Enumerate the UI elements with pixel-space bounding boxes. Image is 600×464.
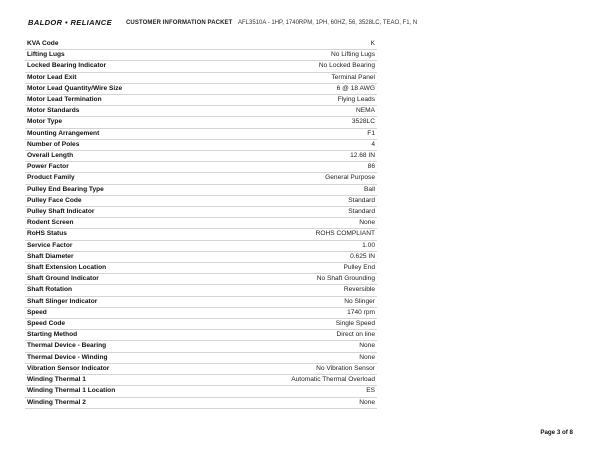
spec-label: Motor Standards [25, 106, 212, 117]
spec-value: General Purpose [212, 173, 377, 184]
spec-value: 1.00 [212, 240, 377, 251]
packet-title: CUSTOMER INFORMATION PACKET [126, 19, 233, 26]
spec-value: None [212, 218, 377, 229]
spec-value: No Locked Bearing [212, 61, 377, 72]
spec-label: Motor Lead Termination [25, 95, 212, 106]
spec-value: Pulley End [212, 263, 377, 274]
spec-row [25, 341, 377, 352]
spec-label: Winding Thermal 2 [25, 397, 212, 408]
spec-row [25, 117, 377, 128]
spec-label: Product Family [25, 173, 212, 184]
spec-row [25, 319, 377, 330]
spec-label: Motor Lead Quantity/Wire Size [25, 83, 212, 94]
spec-row [25, 330, 377, 341]
spec-row [25, 240, 377, 251]
spec-label: Speed Code [25, 319, 212, 330]
spec-row [25, 363, 377, 374]
spec-row [25, 173, 377, 184]
spec-value: 86 [212, 162, 377, 173]
spec-row [25, 263, 377, 274]
spec-label: Thermal Device - Winding [25, 352, 212, 363]
spec-value: ROHS COMPLIANT [212, 229, 377, 240]
spec-row [25, 184, 377, 195]
spec-value: K [212, 39, 377, 50]
spec-label: Rodent Screen [25, 218, 212, 229]
spec-value: 0.625 IN [212, 251, 377, 262]
spec-value: Ball [212, 184, 377, 195]
document-header [28, 18, 417, 27]
spec-label: Service Factor [25, 240, 212, 251]
spec-value: Flying Leads [212, 95, 377, 106]
spec-label: Shaft Extension Location [25, 263, 212, 274]
spec-row [25, 352, 377, 363]
spec-label: Winding Thermal 1 Location [25, 386, 212, 397]
spec-label: RoHS Status [25, 229, 212, 240]
page-number: Page 3 of 8 [540, 429, 573, 436]
spec-row [25, 72, 377, 83]
spec-value: None [212, 352, 377, 363]
spec-row [25, 207, 377, 218]
spec-value: No Vibration Sensor [212, 363, 377, 374]
spec-row [25, 151, 377, 162]
spec-label: Shaft Diameter [25, 251, 212, 262]
spec-label: Lifting Lugs [25, 50, 212, 61]
spec-label: KVA Code [25, 39, 212, 50]
spec-label: Locked Bearing Indicator [25, 61, 212, 72]
spec-value: Standard [212, 195, 377, 206]
spec-label: Starting Method [25, 330, 212, 341]
spec-label: Vibration Sensor Indicator [25, 363, 212, 374]
spec-value: Standard [212, 207, 377, 218]
spec-label: Speed [25, 307, 212, 318]
spec-label: Pulley End Bearing Type [25, 184, 212, 195]
spec-label: Motor Type [25, 117, 212, 128]
spec-value: 12.68 IN [212, 151, 377, 162]
spec-label: Shaft Ground Indicator [25, 274, 212, 285]
spec-value: Automatic Thermal Overload [212, 375, 377, 386]
spec-value: No Shaft Grounding [212, 274, 377, 285]
spec-row [25, 274, 377, 285]
spec-value: 6 @ 18 AWG [212, 83, 377, 94]
spec-label: Thermal Device - Bearing [25, 341, 212, 352]
spec-value: None [212, 397, 377, 408]
spec-label: Pulley Shaft Indicator [25, 207, 212, 218]
spec-value: NEMA [212, 106, 377, 117]
spec-row [25, 386, 377, 397]
spec-label: Pulley Face Code [25, 195, 212, 206]
spec-row [25, 139, 377, 150]
specification-table-body [25, 39, 377, 408]
spec-row [25, 296, 377, 307]
spec-value: Direct on line [212, 330, 377, 341]
spec-row [25, 39, 377, 50]
spec-row [25, 397, 377, 408]
spec-label: Shaft Slinger Indicator [25, 296, 212, 307]
spec-value: Reversible [212, 285, 377, 296]
spec-value: 4 [212, 139, 377, 150]
spec-row [25, 61, 377, 72]
model-description: AFL3510A - 1HP, 1740RPM, 1PH, 60HZ, 56, 3528LC, TEAO, F1, N [238, 19, 418, 26]
brand-logo: BALDOR • RELIANCE [28, 18, 113, 27]
spec-row [25, 307, 377, 318]
spec-row [25, 375, 377, 386]
spec-row [25, 229, 377, 240]
spec-label: Motor Lead Exit [25, 72, 212, 83]
spec-label: Mounting Arrangement [25, 128, 212, 139]
spec-value: ES [212, 386, 377, 397]
spec-row [25, 195, 377, 206]
spec-value: No Slinger [212, 296, 377, 307]
spec-row [25, 162, 377, 173]
spec-row [25, 128, 377, 139]
spec-value: No Lifting Lugs [212, 50, 377, 61]
spec-row [25, 285, 377, 296]
spec-value: Terminal Panel [212, 72, 377, 83]
spec-row [25, 251, 377, 262]
spec-label: Winding Thermal 1 [25, 375, 212, 386]
spec-value: None [212, 341, 377, 352]
spec-row [25, 83, 377, 94]
spec-row [25, 95, 377, 106]
spec-value: 1740 rpm [212, 307, 377, 318]
spec-label: Shaft Rotation [25, 285, 212, 296]
spec-value: Single Speed [212, 319, 377, 330]
spec-row [25, 106, 377, 117]
spec-label: Power Factor [25, 162, 212, 173]
spec-row [25, 218, 377, 229]
spec-row [25, 50, 377, 61]
spec-value: F1 [212, 128, 377, 139]
spec-label: Number of Poles [25, 139, 212, 150]
specification-table [25, 39, 377, 409]
spec-label: Overall Length [25, 151, 212, 162]
spec-value: 3528LC [212, 117, 377, 128]
